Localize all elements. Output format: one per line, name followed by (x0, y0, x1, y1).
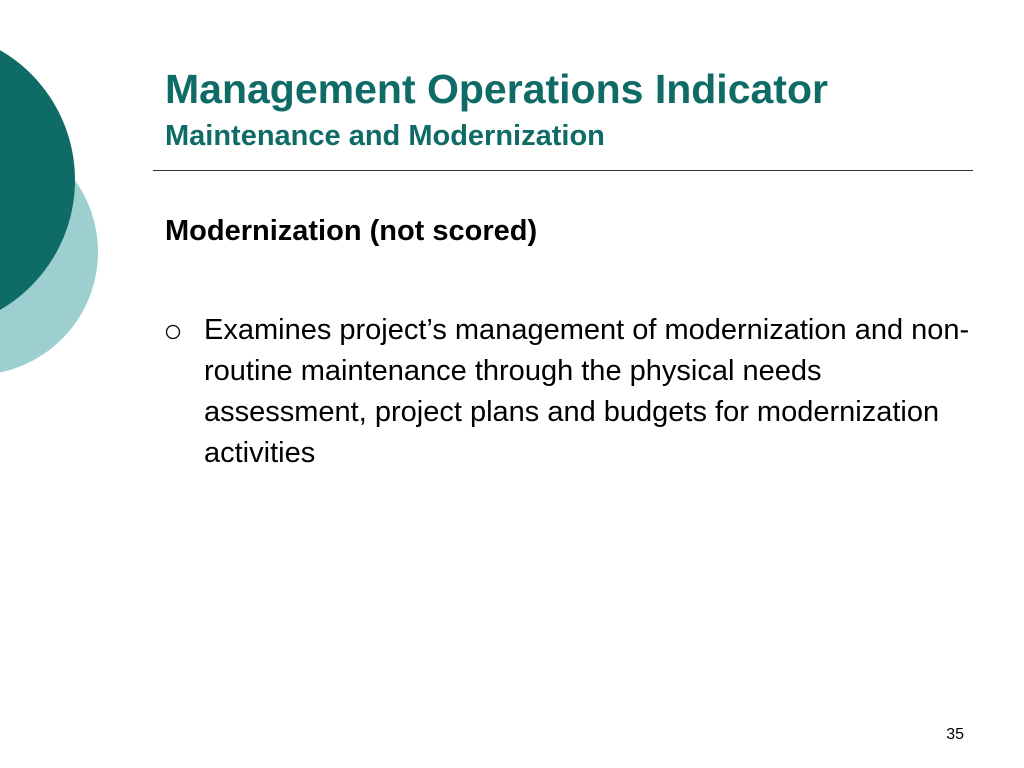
decorative-circles (0, 0, 110, 420)
section-heading: Modernization (not scored) (165, 215, 538, 247)
title-divider (153, 170, 973, 171)
bullet-item-text: Examines project’s management of modernization and non-routine maintenance through the physical needs assessment, project plans and budgets for modernization activities (204, 314, 970, 469)
slide-subtitle: Maintenance and Modernization (165, 120, 605, 152)
slide-title: Management Operations Indicator (165, 66, 828, 112)
page-number: 35 (946, 726, 964, 743)
hollow-circle-bullet-icon (165, 324, 181, 340)
